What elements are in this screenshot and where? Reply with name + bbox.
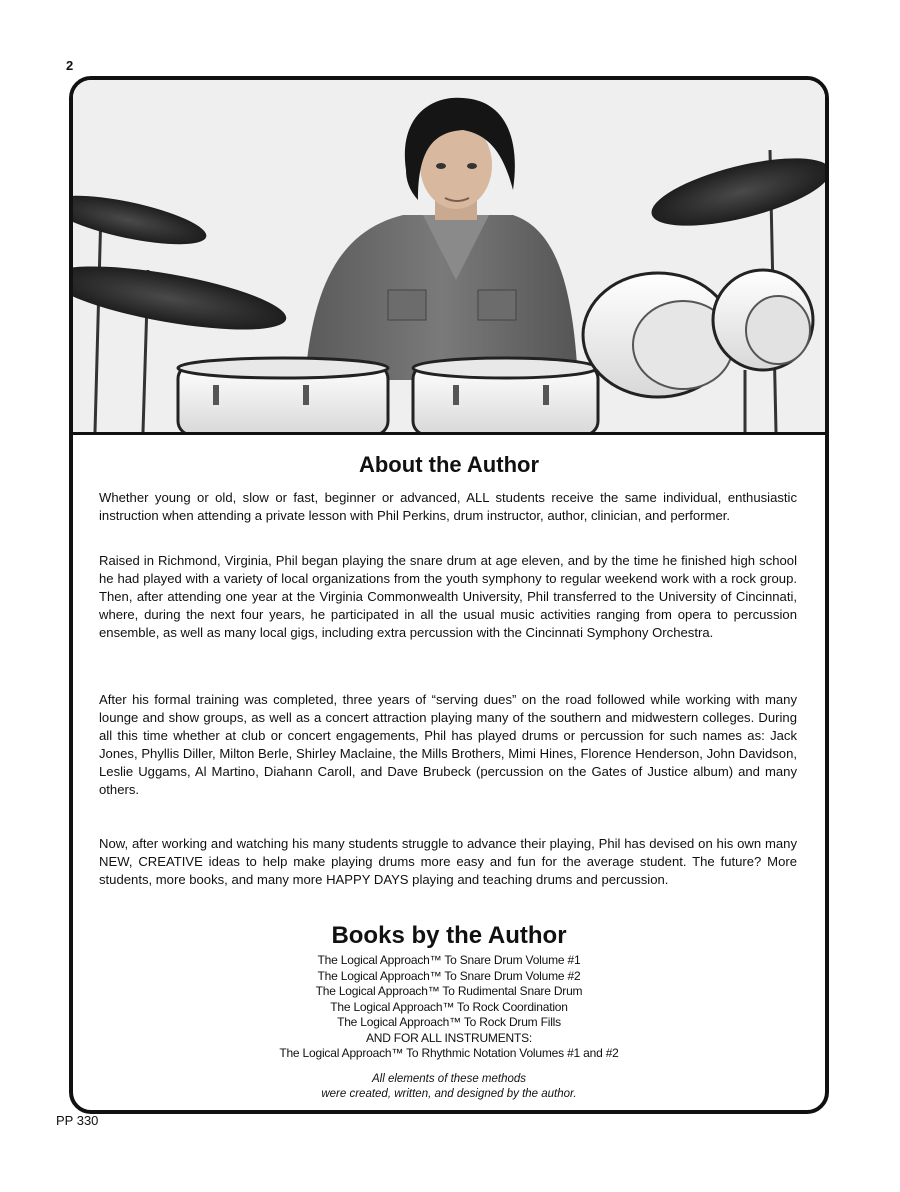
note-line-1: All elements of these methods [371, 1073, 527, 1085]
page-frame [69, 76, 829, 1114]
about-paragraph-3: After his formal training was completed, three years of “serving dues” on the road followed while working with many lounge and show groups, as well as a concert attraction playing many of the southern and midwestern colleges. During all this time whether at club or concert engagements, Phil has played drums or percussion for such names as: Jack Jones, Phyllis Diller, Milton Berle, Shirley Maclaine, the Mills Brothers, Mimi Hines, Florence Henderson, John Davidson, Leslie Uggams, Al Martino, Diahann Caroll, and Dave Brubeck (percussion on the Gates of Justice album) and many others. [99, 692, 797, 797]
about-paragraph-4: Now, after working and watching his many students struggle to advance their playing, Phil has devised on his own many NEW, CREATIVE ideas to help make playing drums more easy and fun for the average student. The future? More students, more books, and many more HAPPY DAYS playing and teaching drums and percussion. [99, 836, 797, 887]
about-paragraph-1: Whether young or old, slow or fast, beginner or advanced, ALL students receive the same individual, enthusiastic instruction when attending a private lesson with Phil Perkins, drum instructor, author, clinician, and performer. [99, 490, 797, 523]
note-line-2: were created, written, and designed by the author. [321, 1088, 577, 1100]
books-heading: Books by the Author [331, 922, 567, 949]
book-list-subheading: AND FOR ALL INSTRUMENTS: [365, 1030, 533, 1045]
book-list [73, 953, 825, 1062]
book-item: The Logical Approach™ To Rock Coordination [330, 999, 568, 1014]
book-item: The Logical Approach™ To Snare Drum Volume #2 [317, 968, 581, 983]
about-heading: About the Author [358, 452, 540, 477]
book-item: The Logical Approach™ To Snare Drum Volume #1 [317, 953, 581, 967]
author-photo [73, 80, 825, 435]
book-item: The Logical Approach™ To Rock Drum Fills [337, 1015, 561, 1029]
authorship-note [73, 1072, 825, 1102]
about-paragraph-2: Raised in Richmond, Virginia, Phil began playing the snare drum at age eleven, and by the time he finished high school he had played with a variety of local organizations from the youth symphony to regular weekend work with a rock group. Then, after attending one year at the Virginia Commonwealth University, Phil transferred to the University of Cincinnati, where, during the next four years, he participated in all the usual music activities ranging from opera to percussion ensemble, as well as many local gigs, including extra percussion with the Cincinnati Symphony Orchestra. [99, 553, 797, 640]
book-item: The Logical Approach™ To Rhythmic Notation Volumes #1 and #2 [279, 1046, 619, 1060]
publication-code: PP 330 [56, 1113, 99, 1128]
book-item: The Logical Approach™ To Rudimental Snare Drum [315, 984, 583, 998]
page-number: 2 [66, 58, 74, 73]
